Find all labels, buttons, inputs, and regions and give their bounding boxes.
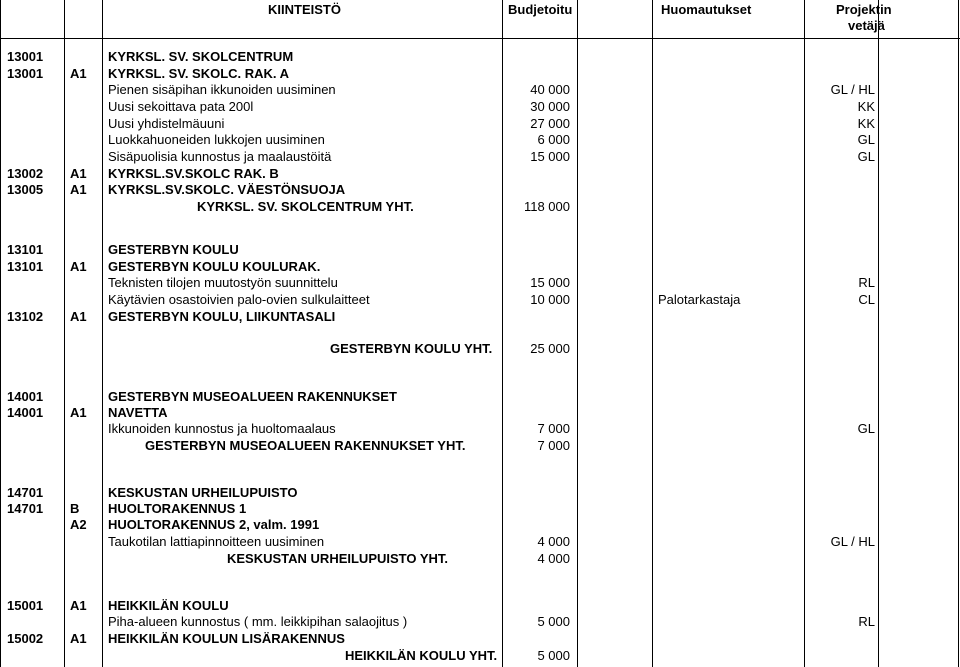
total-label: KESKUSTAN URHEILUPUISTO YHT. <box>227 551 449 566</box>
property-name: KESKUSTAN URHEILUPUISTO <box>108 485 298 500</box>
budget-amount: 7 000 <box>537 421 570 436</box>
property-name: GESTERBYN KOULU KOULURAK. <box>108 259 321 274</box>
budget-amount: 27 000 <box>530 116 570 131</box>
budget-amount: 4 000 <box>537 534 570 549</box>
table-row <box>0 166 960 182</box>
header-divider <box>0 38 960 39</box>
property-code: 13101 <box>7 259 44 274</box>
total-label: GESTERBYN MUSEOALUEEN RAKENNUKSET YHT. <box>145 438 466 453</box>
project-lead: CL <box>858 292 875 307</box>
sub-code: A2 <box>70 517 87 532</box>
sub-code: A1 <box>70 66 87 81</box>
table-row <box>0 182 960 198</box>
table-row <box>0 501 960 517</box>
total-row <box>0 199 960 215</box>
sub-code: A1 <box>70 166 87 181</box>
item-description: Uusi sekoittava pata 200l <box>108 99 254 114</box>
sub-code: B <box>70 501 80 516</box>
property-name: GESTERBYN KOULU, LIIKUNTASALI <box>108 309 336 324</box>
sub-code: A1 <box>70 309 87 324</box>
project-lead: KK <box>857 116 875 131</box>
table-row <box>0 82 960 98</box>
total-label: KYRKSL. SV. SKOLCENTRUM YHT. <box>197 199 414 214</box>
table-row <box>0 485 960 501</box>
remark: Palotarkastaja <box>658 292 741 307</box>
project-lead: GL <box>857 132 875 147</box>
budget-amount: 40 000 <box>530 82 570 97</box>
property-code: 13102 <box>7 309 44 324</box>
total-row <box>0 551 960 567</box>
table-row <box>0 66 960 82</box>
table-row <box>0 259 960 275</box>
property-name: HEIKKILÄN KOULU <box>108 598 229 613</box>
table-row <box>0 389 960 405</box>
budget-amount: 10 000 <box>530 292 570 307</box>
property-name: KYRKSL.SV.SKOLC. VÄESTÖNSUOJA <box>108 182 346 197</box>
sub-code: A1 <box>70 598 87 613</box>
property-code: 15002 <box>7 631 44 646</box>
budget-amount: 5 000 <box>537 614 570 629</box>
header-projektin: Projektin <box>836 2 892 17</box>
total-amount: 7 000 <box>537 438 570 453</box>
project-lead: RL <box>858 275 875 290</box>
property-name: HEIKKILÄN KOULUN LISÄRAKENNUS <box>108 631 345 646</box>
property-code: 13005 <box>7 182 44 197</box>
header-vetaja: vetäjä <box>848 18 885 33</box>
property-name: GESTERBYN MUSEOALUEEN RAKENNUKSET <box>108 389 397 404</box>
property-code: 14701 <box>7 501 44 516</box>
project-lead: GL <box>857 421 875 436</box>
header-kiinteisto: KIINTEISTÖ <box>268 2 341 17</box>
budget-amount: 15 000 <box>530 275 570 290</box>
total-label: GESTERBYN KOULU YHT. <box>330 341 493 356</box>
property-name: HUOLTORAKENNUS 2, valm. 1991 <box>108 517 320 532</box>
property-name: KYRKSL. SV. SKOLCENTRUM <box>108 49 294 64</box>
property-name: NAVETTA <box>108 405 168 420</box>
total-amount: 25 000 <box>530 341 570 356</box>
total-row <box>0 438 960 454</box>
total-amount: 5 000 <box>537 648 570 663</box>
item-description: Luokkahuoneiden lukkojen uusiminen <box>108 132 325 147</box>
property-code: 13101 <box>7 242 44 257</box>
table-row <box>0 116 960 132</box>
item-description: Teknisten tilojen muutostyön suunnittelu <box>108 275 338 290</box>
table-row <box>0 405 960 421</box>
item-description: Taukotilan lattiapinnoitteen uusiminen <box>108 534 325 549</box>
sub-code: A1 <box>70 182 87 197</box>
table-row <box>0 49 960 65</box>
item-description: Pienen sisäpihan ikkunoiden uusiminen <box>108 82 336 97</box>
item-description: Sisäpuolisia kunnostus ja maalaustöitä <box>108 149 332 164</box>
project-lead: GL <box>857 149 875 164</box>
property-code: 13002 <box>7 166 44 181</box>
item-description: Ikkunoiden kunnostus ja huoltomaalaus <box>108 421 336 436</box>
table-row <box>0 598 960 614</box>
table-row <box>0 275 960 291</box>
property-code: 13001 <box>7 49 44 64</box>
property-code: 14001 <box>7 405 44 420</box>
project-lead: KK <box>857 99 875 114</box>
total-label: HEIKKILÄN KOULU YHT. <box>345 648 498 663</box>
item-description: Käytävien osastoivien palo-ovien sulkulaitteet <box>108 292 370 307</box>
property-name: HUOLTORAKENNUS 1 <box>108 501 247 516</box>
total-amount: 4 000 <box>537 551 570 566</box>
table-row <box>0 99 960 115</box>
header-budjetoitu: Budjetoitu <box>508 2 573 17</box>
table-row <box>0 631 960 647</box>
table-row <box>0 517 960 533</box>
property-code: 13001 <box>7 66 44 81</box>
total-row <box>0 648 960 664</box>
table-row <box>0 132 960 148</box>
table-row <box>0 534 960 550</box>
sub-code: A1 <box>70 259 87 274</box>
table-row <box>0 292 960 308</box>
property-name: GESTERBYN KOULU <box>108 242 239 257</box>
project-lead: GL / HL <box>830 534 875 549</box>
table-row <box>0 242 960 258</box>
total-row <box>0 341 960 357</box>
item-description: Uusi yhdistelmäuuni <box>108 116 225 131</box>
sub-code: A1 <box>70 631 87 646</box>
table-row <box>0 309 960 325</box>
item-description: Piha-alueen kunnostus ( mm. leikkipihan salaojitus ) <box>108 614 408 629</box>
table-row <box>0 421 960 437</box>
budget-amount: 15 000 <box>530 149 570 164</box>
sub-code: A1 <box>70 405 87 420</box>
property-code: 15001 <box>7 598 44 613</box>
total-amount: 118 000 <box>523 199 570 214</box>
property-code: 14701 <box>7 485 44 500</box>
project-lead: GL / HL <box>830 82 875 97</box>
property-name: KYRKSL. SV. SKOLC. RAK. A <box>108 66 290 81</box>
header-huomautukset: Huomautukset <box>661 2 752 17</box>
budget-amount: 30 000 <box>530 99 570 114</box>
project-lead: RL <box>858 614 875 629</box>
budget-amount: 6 000 <box>537 132 570 147</box>
table-row <box>0 149 960 165</box>
property-name: KYRKSL.SV.SKOLC RAK. B <box>108 166 279 181</box>
table-row <box>0 614 960 630</box>
property-code: 14001 <box>7 389 44 404</box>
